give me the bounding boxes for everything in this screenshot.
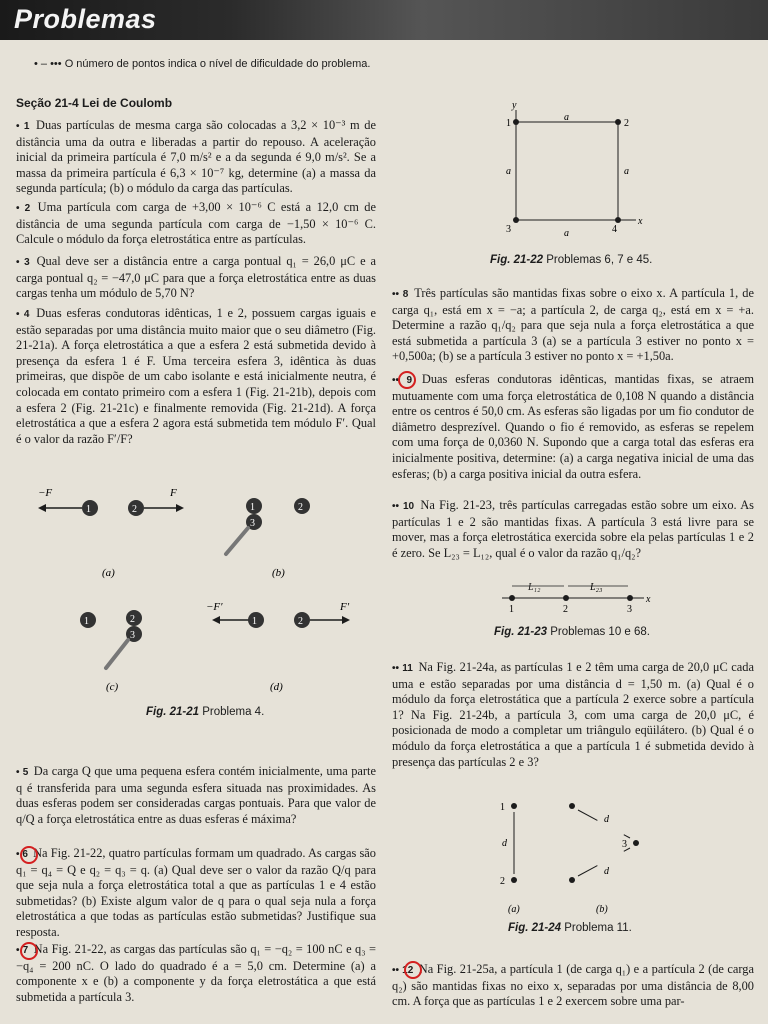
- caption-text: Problema 4.: [199, 706, 265, 718]
- sphere-label: 3: [130, 630, 135, 641]
- problem-text: Duas esferas condutoras idênticas, mantidas fixas, se atraem mutuamente com uma força eletrostática de 0,108 N quando a distância entre os centros é 50,0 cm. As esferas são ligadas por um fio condutor de diâmetro desprezível. Quando o fio é removido, as esferas se repelem com uma força de 0,0360 N. Supondo que a carga total das esferas era inicialmente positiva, determine: (a) a carga negativa inicial de uma das esferas; (b) a carga positiva inicial da outra esfera.: [392, 372, 754, 481]
- subfigure-label: (a): [102, 567, 115, 579]
- subfigure-label: (c): [106, 681, 119, 693]
- annotation-circle: [20, 846, 38, 864]
- insulating-handle: [106, 640, 128, 668]
- particle-2: [511, 877, 517, 883]
- particle-1: [511, 803, 517, 809]
- problem-4: [16, 306, 376, 447]
- particle-label: 1: [500, 802, 505, 813]
- problem-number: •• 11: [392, 663, 413, 674]
- problem-12: [392, 962, 754, 1010]
- side-label: a: [624, 166, 629, 177]
- problem-number: • 2: [16, 203, 31, 214]
- force-label: F: [170, 487, 177, 499]
- distance-label: L₂₃: [590, 582, 603, 593]
- square-outline: [516, 122, 618, 220]
- problem-11: [392, 660, 754, 770]
- sphere-label: 1: [84, 616, 89, 627]
- figure-21-23: [498, 578, 668, 618]
- particle-label: 3: [622, 839, 627, 850]
- figure-caption-21-22: [490, 254, 652, 266]
- section-heading: Seção 21-4 Lei de Coulomb: [16, 96, 173, 110]
- problem-number: •• 9: [392, 375, 413, 386]
- problem-5: [16, 764, 376, 827]
- distance-label: d: [502, 838, 507, 849]
- annotation-circle: [404, 961, 422, 979]
- difficulty-note: • – ••• O número de pontos indica o nível de dificuldade do problema.: [34, 58, 371, 70]
- arrow-head-icon: [342, 616, 350, 624]
- problem-text: Na Fig. 21-22, as cargas das partículas são q₁ = −q₂ = 100 nC e q₃ = −q₄ = 200 nC. O lado do quadrado é a = 5,0 cm. Determine (a) a componente x e (b) a componente y da força eletrostática a que está submetida a partícula 3.: [16, 942, 377, 1004]
- problem-number: • 5: [16, 767, 29, 778]
- force-label: F′: [340, 601, 350, 613]
- distance-label: L₁₂: [528, 582, 541, 593]
- problem-7: [16, 942, 376, 1005]
- problem-number: • 7: [16, 945, 29, 956]
- figure-21-24: [490, 790, 670, 920]
- caption-text: Problemas 6, 7 e 45.: [543, 254, 653, 266]
- problem-text: Na Fig. 21-22, quatro partículas formam um quadrado. As cargas são q₁ = q₄ = Q e q₂ = q₃ = q. (a) Qual deve ser o valor da razão Q/q para que seja nula a força eletrostática total a que as partículas 1 e 4 estão submetidas? (b) Existe algum valor de q para o qual seja nula a força eletrostática a que todas as partículas estão submetidas? Justifique sua resposta.: [16, 846, 376, 939]
- sphere-label: 2: [298, 502, 303, 513]
- arrow-head-icon: [176, 504, 184, 512]
- page-title: Problemas: [14, 4, 157, 34]
- subfigure-label: (a): [508, 904, 520, 915]
- figure-caption-21-24: [508, 922, 632, 934]
- problem-number: •• 8: [392, 289, 409, 300]
- particle-3: [513, 217, 519, 223]
- problem-text: Na Fig. 21-23, três partículas carregadas estão sobre um eixo. As partículas 1 e 2 são mantidas fixas. A partícula 3 está livre para se mover, mas a força eletrostática exercida sobre ela pelas partículas 1 e 2 é zero. Se L₂₃ = L₁₂, qual é o valor da razão q₁/q₂?: [392, 498, 754, 560]
- arrow-head-icon: [38, 504, 46, 512]
- problem-8: [392, 286, 754, 365]
- axis-label: x: [646, 594, 651, 605]
- subfigure-label: (b): [272, 567, 285, 579]
- particle-1: [513, 119, 519, 125]
- particle-label: 4: [612, 224, 617, 235]
- distance-label: d: [604, 814, 609, 825]
- distance-label: d: [604, 866, 609, 877]
- problem-text: Duas esferas condutoras idênticas, 1 e 2, possuem cargas iguais e estão separadas por uma distância muito maior que o seu diâmetro (Fig. 21-21a). A força eletrostática a que a esfera 2 está submetida devido à presença da esfera 1 é F. Uma terceira esfera 3, idêntica às duas primeiras, que dispõe de um cabo isolante e está inicialmente neutra, é colocada em contato primeiro com a esfera 1 (Fig. 21-21b), depois com a esfera 2 (Fig. 21-21c) e finalmente removida (Fig. 21-21d). A força eletrostática a que a esfera 2 agora está submetida tem módulo F′. Qual é o valor da razão F′/F?: [16, 306, 376, 446]
- problem-text: Duas partículas de mesma carga são colocadas a 3,2 × 10⁻³ m de distância uma da outra e liberadas a partir do repouso. A aceleração inicial da primeira partícula é 7,0 m/s² e a da segunda é 9,0 m/s². Se a massa da primeira partícula é 6,3 × 10⁻⁷ kg, determine (a) a massa da segunda partícula; (b) o módulo da carga das partículas.: [16, 118, 376, 196]
- subfigure-label: (b): [596, 904, 608, 915]
- side-label: a: [564, 228, 569, 239]
- problem-10: [392, 498, 754, 561]
- particle-label: 2: [500, 876, 505, 887]
- problem-number: •• 12: [392, 965, 414, 976]
- problem-number: • 4: [16, 309, 30, 320]
- caption-label: Fig. 21-21: [146, 706, 200, 718]
- particle-1: [569, 803, 575, 809]
- particle-label: 1: [506, 118, 511, 129]
- problem-2: [16, 200, 376, 248]
- particle-2: [569, 877, 575, 883]
- insulating-handle: [226, 528, 248, 554]
- caption-text: Problema 11.: [561, 922, 632, 934]
- particle-label: 3: [506, 224, 511, 235]
- particle-label: 2: [563, 604, 568, 615]
- side-label: a: [506, 166, 511, 177]
- subfigure-label: (d): [270, 681, 283, 693]
- figure-caption-21-21: [146, 706, 264, 718]
- problem-text: Na Fig. 21-24a, as partículas 1 e 2 têm uma carga de 20,0 μC cada uma e estão separadas por uma distância d = 1,50 m. (a) Qual é o módulo da força eletrostática que a partícula 2 exerce sobre a partícula 1? Na Fig. 21-24b, a partícula 3, com uma carga de 20,0 μC, é posicionada de modo a completar um triângulo eqüilátero. (b) Qual é o módulo da força eletrostática a que a partícula 1 é submetida devido à presença das partículas 2 e 3?: [392, 660, 755, 769]
- particle-2: [563, 595, 569, 601]
- sphere-label: 1: [86, 504, 91, 515]
- arrow-head-icon: [212, 616, 220, 624]
- problem-1: [16, 118, 376, 197]
- force-label: −F′: [206, 601, 223, 613]
- problem-text: Uma partícula com carga de +3,00 × 10⁻⁶ C está a 12,0 cm de distância de uma segunda partícula com carga de −1,50 × 10⁻⁶ C. Calcule o módulo da força eletrostática entre as partículas.: [16, 200, 376, 247]
- problem-text: Três partículas são mantidas fixas sobre o eixo x. A partícula 1, de carga q₁, está em x = −a; a partícula 2, de carga q₂, está em x = +a. Determine a razão q₁/q₂ para que seja nula a força eletrostática a que está submetida a partícula 3 (a) se a partícula 3 estiver no ponto x = +0,500a; (b) se a partícula 3 estiver no ponto x = +1,50a.: [392, 286, 755, 364]
- figure-21-22: [490, 100, 660, 245]
- caption-label: Fig. 21-22: [490, 254, 544, 266]
- problem-text: Da carga Q que uma pequena esfera contém inicialmente, uma parte q é transferida para uma segunda esfera situada nas proximidades. As duas esferas podem ser consideradas cargas pontuais. Para que valor de q/Q a força eletrostática entre as duas esferas é máxima?: [16, 764, 376, 826]
- axis-label: y: [512, 100, 517, 111]
- particle-2: [615, 119, 621, 125]
- problem-number: •• 10: [392, 501, 415, 512]
- caption-label: Fig. 21-23: [494, 626, 548, 638]
- sphere-label: 2: [132, 504, 137, 515]
- figure-caption-21-23: [494, 626, 650, 638]
- caption-text: Problemas 10 e 68.: [547, 626, 650, 638]
- particle-4: [615, 217, 621, 223]
- problem-text: Na Fig. 21-25a, a partícula 1 (de carga q₁) e a partícula 2 (de carga q₂) são mantidas fixas no eixo x, separadas por uma distância de 8,00 cm. A força que as partículas 1 e 2 exercem sobre uma par-: [392, 962, 754, 1009]
- chapter-header-bar: [0, 0, 768, 40]
- sphere-label: 1: [250, 502, 255, 513]
- sphere-label: 3: [250, 518, 255, 529]
- problem-6: [16, 846, 376, 941]
- annotation-circle: [398, 371, 416, 389]
- sphere-label: 2: [130, 614, 135, 625]
- particle-3: [633, 840, 639, 846]
- sphere-label: 1: [252, 616, 257, 627]
- force-label: −F: [38, 487, 53, 499]
- problem-number: • 6: [16, 849, 28, 860]
- side-label: a: [564, 112, 569, 123]
- problem-text: Qual deve ser a distância entre a carga pontual q₁ = 26,0 μC e a carga pontual q₂ = −47,0 μC para que a força eletrostática entre as duas cargas tenha um módulo de 5,70 N?: [16, 254, 376, 301]
- problem-number: • 1: [16, 121, 30, 132]
- caption-label: Fig. 21-24: [508, 922, 562, 934]
- particle-1: [509, 595, 515, 601]
- particle-3: [627, 595, 633, 601]
- problem-9: [392, 372, 754, 482]
- figure-21-21: [30, 478, 370, 708]
- particle-label: 1: [509, 604, 514, 615]
- problem-number: • 3: [16, 257, 30, 268]
- axis-label: x: [638, 216, 643, 227]
- particle-label: 2: [624, 118, 629, 129]
- problem-3: [16, 254, 376, 302]
- annotation-circle: [20, 942, 38, 960]
- particle-label: 3: [627, 604, 632, 615]
- sphere-label: 2: [298, 616, 303, 627]
